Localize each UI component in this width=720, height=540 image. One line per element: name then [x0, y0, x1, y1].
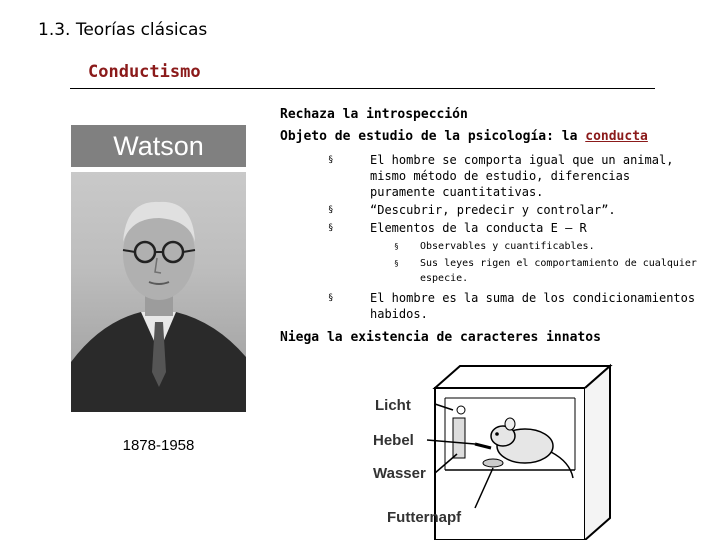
list-item [280, 239, 700, 254]
apparatus-label-licht: Licht [375, 397, 411, 414]
bullet-icon: § [328, 223, 334, 233]
list-item [280, 290, 700, 322]
conducta-highlight: conducta [585, 129, 648, 144]
sub-bullet-list [280, 239, 700, 286]
list-item [280, 256, 700, 286]
apparatus-label-futternapf: Futternapf [387, 509, 462, 526]
apparatus-label-wasser: Wasser [373, 465, 426, 482]
skinner-box-illustration [365, 358, 615, 540]
bullet-icon: § [394, 259, 399, 268]
bullet-list [280, 152, 700, 236]
title-divider [70, 88, 655, 89]
bullet-icon: § [328, 205, 334, 215]
bullet-icon: § [328, 293, 334, 303]
list-item [280, 220, 700, 236]
bullet-icon: § [328, 155, 334, 165]
sub-bullet-text: Observables y cuantificables. [420, 241, 595, 252]
topic-title: Conductismo [88, 62, 201, 82]
apparatus-label-hebel: Hebel [373, 432, 414, 449]
bullet-text: El hombre es la suma de los condicionamientos habidos. [370, 291, 696, 321]
list-item [280, 152, 700, 200]
rechaza-line: Rechaza la introspección [280, 107, 468, 122]
author-name-box: Watson [71, 125, 246, 167]
list-item [280, 202, 700, 218]
niega-line: Niega la existencia de caracteres innatos [280, 330, 601, 345]
bullet-icon: § [394, 242, 399, 251]
content-block [280, 104, 700, 324]
bullet-text: “Descubrir, predecir y controlar”. [370, 203, 616, 217]
sub-bullet-text: Sus leyes rigen el comportamiento de cualquier especie. [420, 258, 697, 284]
bullet-text: Elementos de la conducta E – R [370, 221, 587, 235]
author-years: 1878-1958 [122, 437, 195, 454]
objeto-line [280, 126, 700, 148]
bullet-text: El hombre se comporta igual que un animal, mismo método de estudio, diferencias puramente cuantitativas. [370, 153, 674, 199]
portrait-photo-icon [71, 172, 246, 412]
last-bullet-list [280, 290, 700, 322]
objeto-prefix: Objeto de estudio de la psicología: la [280, 129, 586, 144]
section-title: 1.3. Teorías clásicas [38, 20, 208, 40]
